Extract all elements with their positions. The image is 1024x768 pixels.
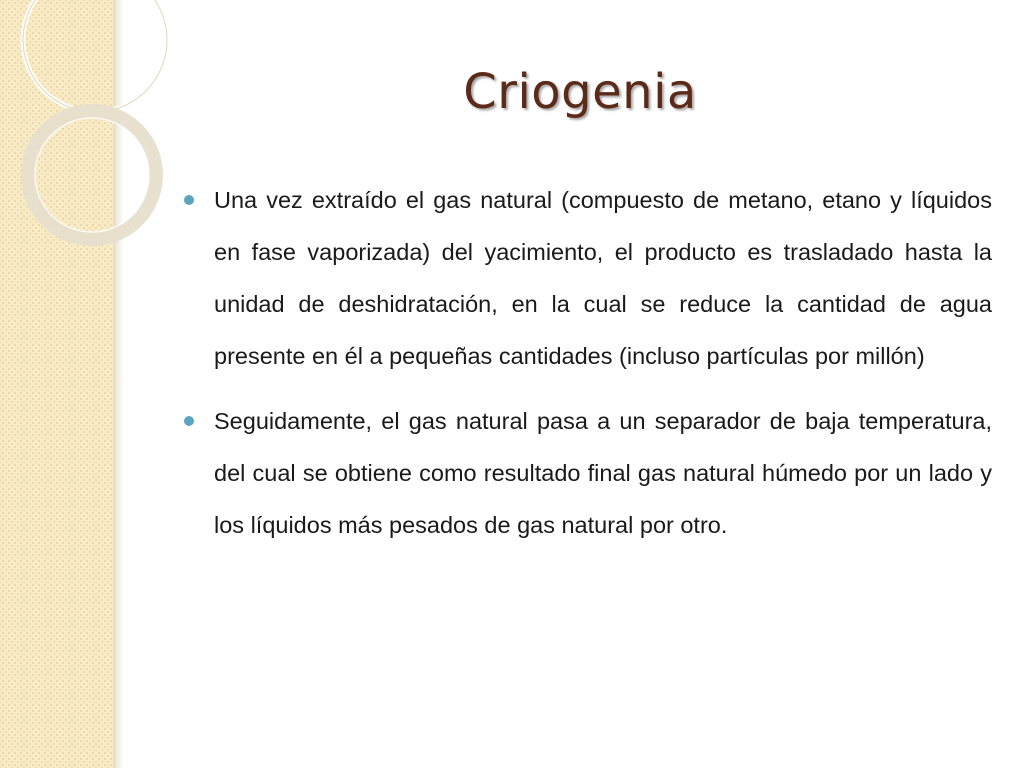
bullet-dot-icon <box>184 195 194 205</box>
slide-title: Criogenia <box>463 64 697 120</box>
bullet-text: Seguidamente, el gas natural pasa a un separador de baja temperatura, del cual se obtiene como resultado final gas natural húmedo por un lado y los líquidos más pesados de gas natural por otro. <box>214 408 992 538</box>
bullet-item <box>182 395 992 551</box>
bullet-item <box>182 174 992 382</box>
bullet-dot-icon <box>184 416 194 426</box>
bullet-text: Una vez extraído el gas natural (compuesto de metano, etano y líquidos en fase vaporizada) del yacimiento, el producto es trasladado hasta la unidad de deshidratación, en la cual se reduce la cantidad de agua presente en él a pequeñas cantidades (incluso partículas por millón) <box>214 187 992 369</box>
bullet-list <box>182 174 992 564</box>
decorative-rings-icon <box>0 0 160 260</box>
